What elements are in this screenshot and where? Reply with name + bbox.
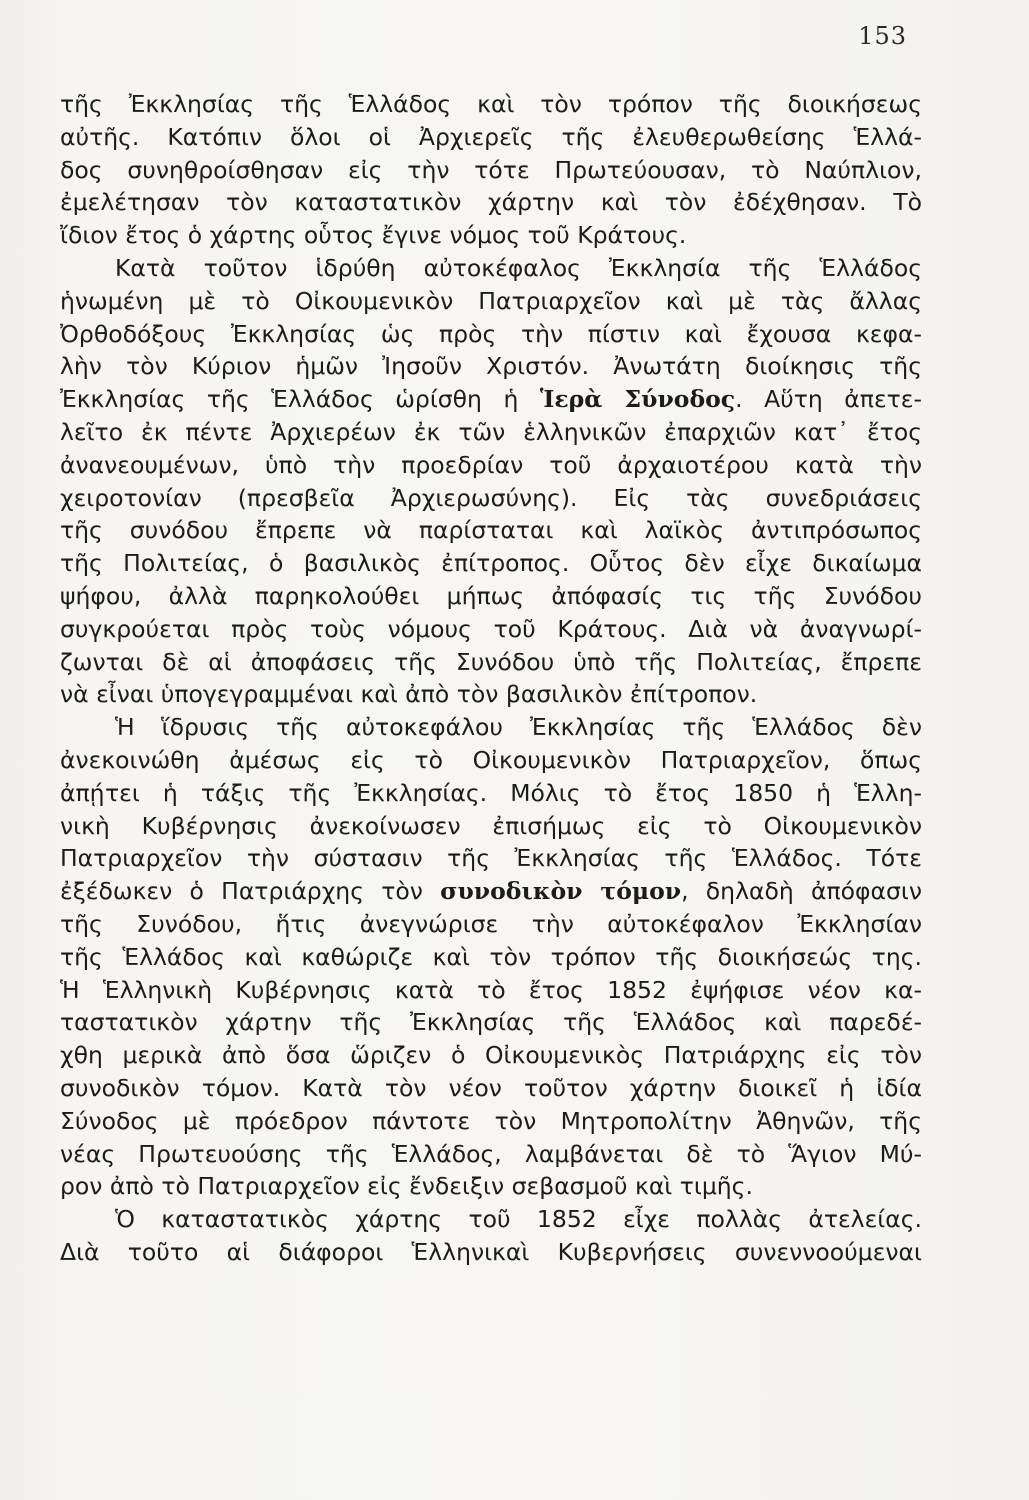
text-line: Πατριαρχεῖον τὴν σύστασιν τῆς Ἐκκλησίας τῆς Ἑλλάδος. Τότε xyxy=(60,844,922,873)
text-line: τῆς συνόδου ἔπρεπε νὰ παρίσταται καὶ λαϊκὸς ἀντιπρόσωπος xyxy=(60,516,922,545)
text-line: Διὰ τοῦτο αἱ διάφοροι Ἑλληνικαὶ Κυβερνήσεις συνεννοούμεναι xyxy=(60,1237,922,1266)
text-line: τῆς Ἑλλάδος καὶ καθώριζε καὶ τὸν τρόπον τῆς διοικήσεώς της. xyxy=(60,942,922,971)
text-line: ταστατικὸν χάρτην τῆς Ἐκκλησίας τῆς Ἑλλάδος καὶ παρεδέ- xyxy=(60,1008,922,1037)
text-line: συγκρούεται πρὸς τοὺς νόμους τοῦ Κράτους. Διὰ νὰ ἀναγνωρί- xyxy=(60,614,922,643)
text-segment: Ἐκκλησίας τῆς Ἑλλάδος ὡρίσθη ἡ xyxy=(60,385,540,414)
text-line: τῆς Συνόδου, ἥτις ἀνεγνώρισε τὴν αὐτοκέφαλον Ἐκκλησίαν xyxy=(60,909,922,938)
text-line: συνοδικὸν τόμον. Κατὰ τὸν νέον τοῦτον χάρτην διοικεῖ ἡ ἰδία xyxy=(60,1073,922,1102)
text-line: ἀνεκοινώθη ἀμέσως εἰς τὸ Οἰκουμενικὸν Πατριαρχεῖον, ὅπως xyxy=(60,745,922,774)
text-line: Σύνοδος μὲ πρόεδρον πάντοτε τὸν Μητροπολίτην Ἀθηνῶν, τῆς xyxy=(60,1106,922,1135)
text-line: ἡνωμένη μὲ τὸ Οἰκουμενικὸν Πατριαρχεῖον καὶ μὲ τὰς ἄλλας xyxy=(60,286,922,315)
text-line: Ὁ καταστατικὸς χάρτης τοῦ 1852 εἶχε πολλὰς ἀτελείας. xyxy=(115,1205,922,1234)
text-line: τῆς Ἐκκλησίας τῆς Ἑλλάδος καὶ τὸν τρόπον τῆς διοικήσεως xyxy=(60,90,922,118)
body-text xyxy=(60,88,922,1269)
bold-term: Ἱερὰ Σύνοδος xyxy=(539,385,736,414)
text-line: ἀνανεουμένων, ὑπὸ τὴν προεδρίαν τοῦ ἀρχαιοτέρου κατὰ τὴν xyxy=(60,450,922,479)
text-line: Κατὰ τοῦτον ἱδρύθη αὐτοκέφαλος Ἐκκλησία τῆς Ἑλλάδος xyxy=(115,253,922,282)
text-segment: , δηλαδὴ ἀπόφασιν xyxy=(681,877,922,906)
text-line: νὰ εἶναι ὑπογεγραμμέναι καὶ ἀπὸ τὸν βασιλικὸν ἐπίτροπον. xyxy=(60,680,758,709)
text-line: ἐμελέτησαν τὸν καταστατικὸν χάρτην καὶ τὸν ἐδέχθησαν. Τὸ xyxy=(60,188,922,217)
text-line: ρον ἀπὸ τὸ Πατριαρχεῖον εἰς ἔνδειξιν σεβασμοῦ καὶ τιμῆς. xyxy=(60,1172,753,1201)
text-line: ἀπῄτει ἡ τάξις τῆς Ἐκκλησίας. Μόλις τὸ ἔτος 1850 ἡ Ἑλλη- xyxy=(60,778,922,807)
text-line: χθη μερικὰ ἀπὸ ὅσα ὥριζεν ὁ Οἰκουμενικὸς Πατριάρχης εἰς τὸν xyxy=(60,1041,922,1070)
text-line: Ἡ Ἑλληνικὴ Κυβέρνησις κατὰ τὸ ἔτος 1852 ἐψήφισε νέον κα- xyxy=(60,975,922,1004)
text-line: δος συνηθροίσθησαν εἰς τὴν τότε Πρωτεύουσαν, τὸ Ναύπλιον, xyxy=(60,155,922,184)
text-line: ζωνται δὲ αἱ ἀποφάσεις τῆς Συνόδου ὑπὸ τῆς Πολιτείας, ἔπρεπε xyxy=(60,647,922,676)
text-line: λὴν τὸν Κύριον ἡμῶν Ἰησοῦν Χριστόν. Ἀνωτάτη διοίκησις τῆς xyxy=(60,352,922,381)
text-line xyxy=(60,875,922,908)
bold-term: συνοδικὸν τόμον xyxy=(440,877,682,906)
text-line: ἴδιον ἔτος ὁ χάρτης οὗτος ἔγινε νόμος τοῦ Κράτους. xyxy=(60,221,687,250)
text-line: χειροτονίαν (πρεσβεῖα Ἀρχιερωσύνης). Εἰς τὰς συνεδριάσεις xyxy=(60,483,922,512)
text-line: Ὀρθοδόξους Ἐκκλησίας ὡς πρὸς τὴν πίστιν καὶ ἔχουσα κεφα- xyxy=(60,319,922,348)
text-line: ψήφου, ἀλλὰ παρηκολούθει μήπως ἀπόφασίς τις τῆς Συνόδου xyxy=(60,581,922,610)
text-line: αὐτῆς. Κατόπιν ὅλοι οἱ Ἀρχιερεῖς τῆς ἐλευθερωθείσης Ἑλλά- xyxy=(60,122,922,151)
text-line: νέας Πρωτευούσης τῆς Ἑλλάδος, λαμβάνεται δὲ τὸ Ἅγιον Μύ- xyxy=(60,1139,922,1168)
text-segment: ἐξέδωκεν ὁ Πατριάρχης τὸν xyxy=(60,877,441,906)
text-line xyxy=(60,383,922,416)
text-segment: . Αὕτη ἀπετε- xyxy=(735,385,922,414)
text-line: νικὴ Κυβέρνησις ἀνεκοίνωσεν ἐπισήμως εἰς τὸ Οἰκουμενικὸν xyxy=(60,811,922,840)
text-line: Ἡ ἵδρυσις τῆς αὐτοκεφάλου Ἐκκλησίας τῆς Ἑλλάδος δὲν xyxy=(115,713,922,742)
text-line: τῆς Πολιτείας, ὁ βασιλικὸς ἐπίτροπος. Οὗτος δὲν εἶχε δικαίωμα xyxy=(60,549,922,578)
page-number: 153 xyxy=(858,22,907,50)
text-line: λεῖτο ἐκ πέντε Ἀρχιερέων ἐκ τῶν ἑλληνικῶν ἐπαρχιῶν κατ᾽ ἔτος xyxy=(60,417,922,446)
